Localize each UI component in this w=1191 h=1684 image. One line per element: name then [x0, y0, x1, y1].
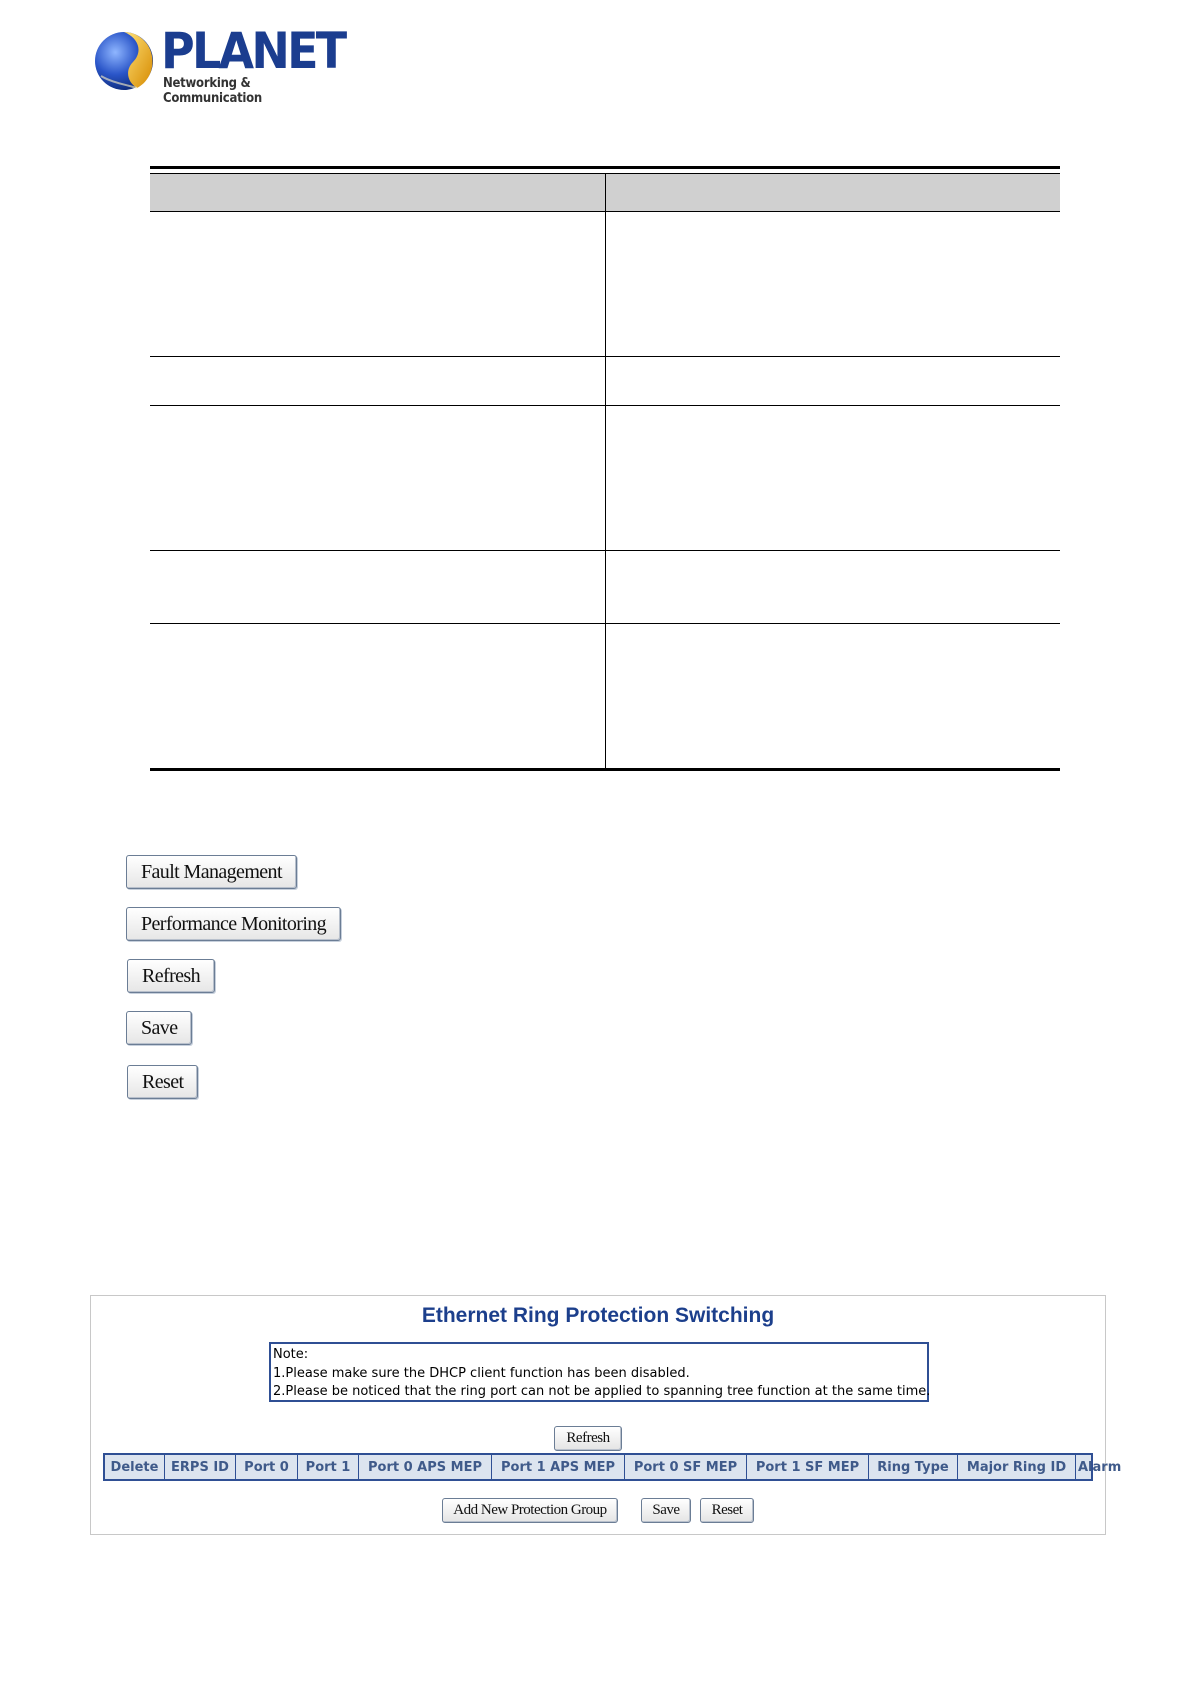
table-row: [150, 357, 1060, 406]
column-delete: Delete: [104, 1454, 165, 1480]
description-table-header: [150, 174, 1060, 212]
logo-tagline: Networking & Communication: [163, 76, 262, 106]
erps-reset-button[interactable]: Reset: [700, 1498, 754, 1523]
performance-monitoring-button[interactable]: Performance Monitoring: [126, 907, 341, 941]
column-major-ring-id: Major Ring ID: [958, 1454, 1076, 1480]
column-erps-id: ERPS ID: [165, 1454, 236, 1480]
erps-table: [103, 1453, 1122, 1481]
reset-button[interactable]: Reset: [127, 1065, 198, 1099]
table-row: [150, 406, 1060, 551]
table-row: [150, 212, 1060, 357]
column-ring-type: Ring Type: [869, 1454, 958, 1480]
column-port-1-aps-mep: Port 1 APS MEP: [492, 1454, 625, 1480]
logo-wordmark: PLANET: [161, 22, 345, 80]
page-title: Ethernet Ring Protection Switching: [421, 1304, 775, 1327]
column-port-1: Port 1: [298, 1454, 359, 1480]
column-port-1-sf-mep: Port 1 SF MEP: [747, 1454, 869, 1480]
table-bottom-rule: [150, 768, 1060, 772]
erps-table-header: [104, 1454, 1092, 1480]
add-new-protection-group-button[interactable]: Add New Protection Group: [442, 1498, 618, 1523]
note-line-1: 1.Please make sure the DHCP client function has been disabled.: [273, 1365, 690, 1381]
table-row: [150, 624, 1060, 768]
column-port-0: Port 0: [236, 1454, 298, 1480]
column-alarm: Alarm: [1076, 1454, 1093, 1480]
note-heading: Note:: [273, 1347, 309, 1362]
description-table: [150, 166, 1060, 768]
table-row: [150, 551, 1060, 624]
column-port-0-sf-mep: Port 0 SF MEP: [625, 1454, 747, 1480]
save-button[interactable]: Save: [126, 1011, 192, 1045]
planet-logo: [93, 22, 353, 106]
column-port-0-aps-mep: Port 0 APS MEP: [359, 1454, 492, 1480]
refresh-button[interactable]: Refresh: [127, 959, 215, 993]
note-line-2: 2.Please be noticed that the ring port can not be applied to spanning tree function at the same time.: [273, 1384, 931, 1399]
note-box: [269, 1342, 929, 1402]
globe-icon: [93, 30, 155, 92]
erps-refresh-button[interactable]: Refresh: [554, 1426, 622, 1451]
fault-management-button[interactable]: Fault Management: [126, 855, 297, 889]
erps-save-button[interactable]: Save: [641, 1498, 691, 1523]
erps-panel: [90, 1295, 1122, 1535]
